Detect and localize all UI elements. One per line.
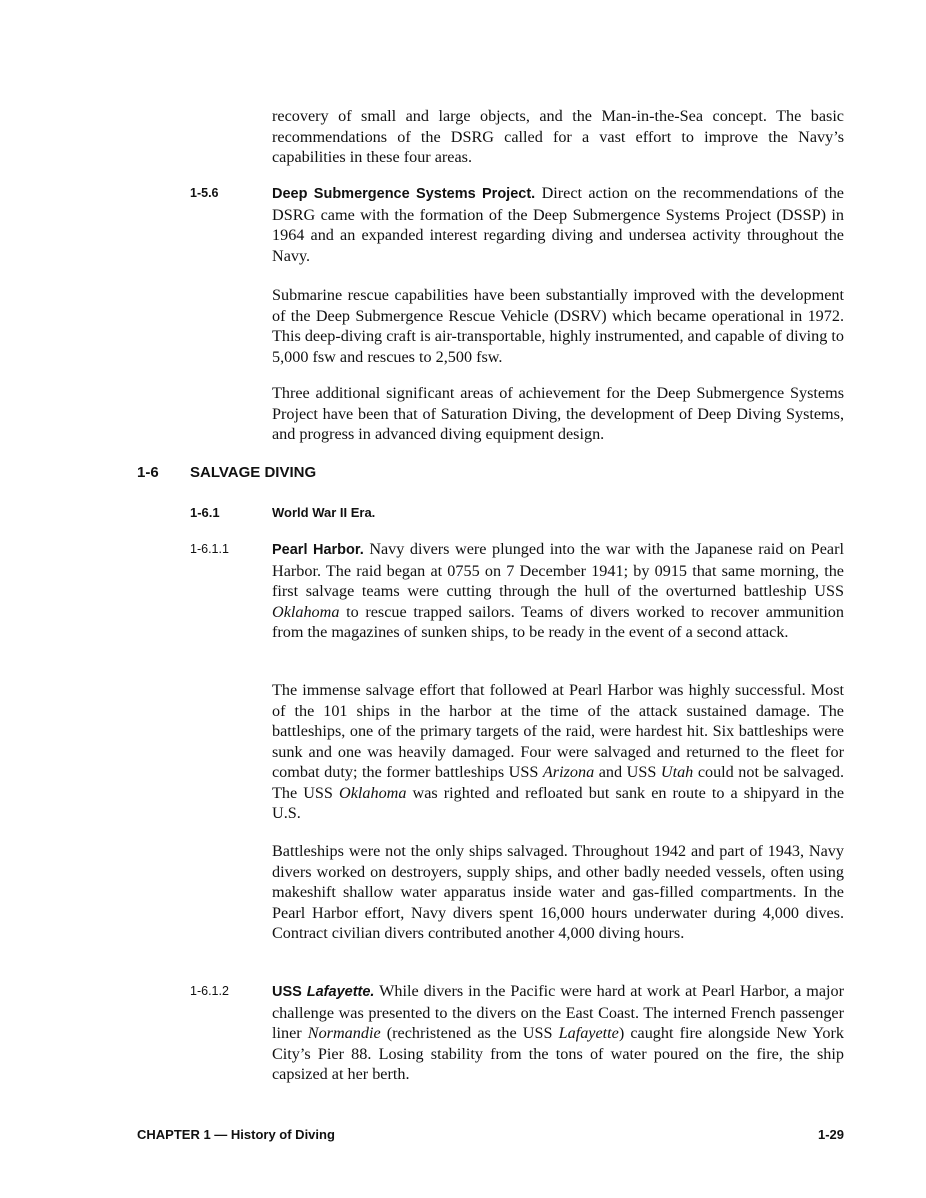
section-number-1-6: 1-6 <box>137 464 159 481</box>
section-number-1-5-6: 1-5.6 <box>190 186 219 200</box>
lafayette-paragraph: USS Lafayette. While divers in the Pacific were hard at work at Pearl Harbor, a major challenge was presented to the divers on the East Coast. The interned French passenger liner Normandie (rechristened as the USS Lafayette) caught fire alongside New York City’s Pier 88. Losing stability from the tons of water poured on the fire, the ship capsized at her berth. <box>272 982 845 1083</box>
dsrv-paragraph: Submarine rescue capabilities have been substantially improved with the development of the Deep Submergence Rescue Vehicle (DSRV) which became operational in 1972. This deep-diving craft is air-transportable, highly instrumented, and capable of diving to 5,000 fsw and rescues to 2,500 fsw. <box>272 286 844 366</box>
pearl-harbor-heading: Pearl Harbor. <box>272 542 364 558</box>
lafayette-heading: USS Lafayette. <box>272 984 375 1000</box>
footer-page-number: 1-29 <box>817 1127 844 1142</box>
section-number-1-6-1: 1-6.1 <box>190 505 220 520</box>
section-1-5-6-paragraph: Deep Submergence Systems Project. Direct action on the recommendations of the DSRG came with the formation of the Deep Submergence Systems Project (DSSP) in 1964 and an expanded interest regarding diving and undersea activity throughout the Navy. <box>272 184 844 265</box>
intro-paragraph: recovery of small and large objects, and the Man-in-the-Sea concept. The basic recommendations of the DSRG called for a vast effort to improve the Navy’s capabilities in these four areas. <box>272 107 844 166</box>
battleships-paragraph: Battleships were not the only ships salvaged. Throughout 1942 and part of 1943, Navy divers worked on destroyers, supply ships, and other badly needed vessels, often using makeshift shallow water apparatus inside water and gas-filled compartments. In the Pearl Harbor effort, Navy divers spent 16,000 hours underwater during 4,000 dives. Contract civilian divers contributed another 4,000 diving hours. <box>272 842 844 942</box>
section-number-1-6-1-1: 1-6.1.1 <box>190 542 229 556</box>
footer-chapter-title: CHAPTER 1 — History of Diving <box>137 1127 335 1142</box>
section-title-salvage-diving: SALVAGE DIVING <box>190 464 317 481</box>
achievement-paragraph: Three additional significant areas of achievement for the Deep Submergence Systems Project have been that of Saturation Diving, the development of Deep Diving Systems, and progress in advanced diving equipment design. <box>272 384 844 443</box>
section-1-5-6-heading: Deep Submergence Systems Project. <box>272 186 536 202</box>
section-number-1-6-1-2: 1-6.1.2 <box>190 984 229 998</box>
salvage-effort-paragraph: The immense salvage effort that followed at Pearl Harbor was highly successful. Most of the 101 ships in the harbor at the time of the attack sustained damage. The battleships, one of the primary targets of the raid, were hardest hit. Six battleships were sunk and one was heavily damaged. Four were salvaged and returned to the fleet for combat duty; the former battleships USS Arizona and USS Utah could not be salvaged. The USS Oklahoma was righted and refloated but sank en route to a shipyard in the U.S. <box>272 681 845 822</box>
pearl-harbor-paragraph: Pearl Harbor. Navy divers were plunged into the war with the Japanese raid on Pearl Harbor. The raid began at 0755 on 7 December 1941; by 0915 that same morning, the first salvage teams were cutting through the hull of the overturned battleship USS Oklahoma to rescue trapped sailors. Teams of divers worked to recover ammunition from the magazines of sunken ships, to be ready in the event of a second attack. <box>272 540 844 641</box>
section-title-world-war-ii: World War II Era. <box>272 505 376 520</box>
